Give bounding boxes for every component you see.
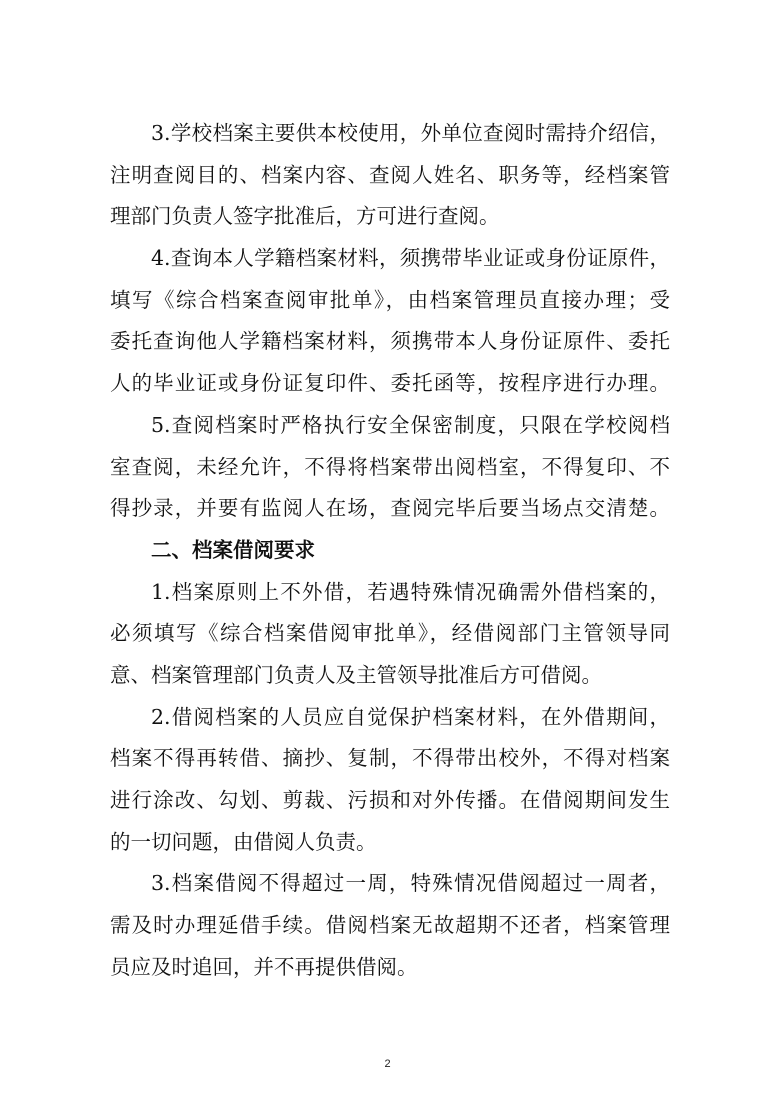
text-line: 得抄录，并要有监阅人在场，查阅完毕后要当场点交清楚。 bbox=[110, 496, 670, 521]
text-line: 填写《综合档案查阅审批单》，由档案管理员直接办理；受 bbox=[110, 287, 670, 312]
text-line: 注明查阅目的、档案内容、查阅人姓名、职务等，经档案管 bbox=[110, 162, 670, 187]
text-line: 进行涂改、勾划、剪裁、污损和对外传播。在借阅期间发生 bbox=[110, 788, 670, 812]
text-line: 意、档案管理部门负责人及主管领导批准后方可借阅。 bbox=[110, 662, 602, 687]
text-line: 委托查询他人学籍档案材料，须携带本人身份证原件、委托 bbox=[110, 329, 670, 354]
text-line: 必须填写《综合档案借阅审批单》，经借阅部门主管领导同 bbox=[110, 621, 670, 646]
text-line: 2.借阅档案的人员应自觉保护档案材料，在外借期间， bbox=[151, 704, 670, 729]
section-heading: 二、档案借阅要求 bbox=[151, 537, 315, 562]
text-line: 的一切问题，由借阅人负责。 bbox=[110, 829, 377, 854]
text-line: 理部门负责人签字批准后，方可进行查阅。 bbox=[110, 204, 500, 229]
text-line: 5.查阅档案时严格执行安全保密制度，只限在学校阅档 bbox=[151, 412, 670, 437]
text-line: 档案不得再转借、摘抄、复制，不得带出校外，不得对档案 bbox=[110, 746, 670, 771]
text-line: 1.档案原则上不外借，若遇特殊情况确需外借档案的， bbox=[151, 579, 670, 604]
text-line: 室查阅，未经允许，不得将档案带出阅档室，不得复印、不 bbox=[110, 454, 670, 479]
text-line: 3.学校档案主要供本校使用，外单位查阅时需持介绍信， bbox=[151, 121, 670, 145]
text-line: 需及时办理延借手续。借阅档案无故超期不还者，档案管理 bbox=[110, 913, 670, 938]
document-body bbox=[110, 113, 670, 988]
text-line: 3.档案借阅不得超过一周，特殊情况借阅超过一周者， bbox=[151, 871, 670, 896]
text-line: 员应及时追回，并不再提供借阅。 bbox=[110, 954, 418, 979]
text-line: 人的毕业证或身份证复印件、委托函等，按程序进行办理。 bbox=[110, 371, 670, 396]
page-number: 2 bbox=[384, 1058, 391, 1070]
text-line: 4.查询本人学籍档案材料，须携带毕业证或身份证原件， bbox=[151, 246, 670, 271]
